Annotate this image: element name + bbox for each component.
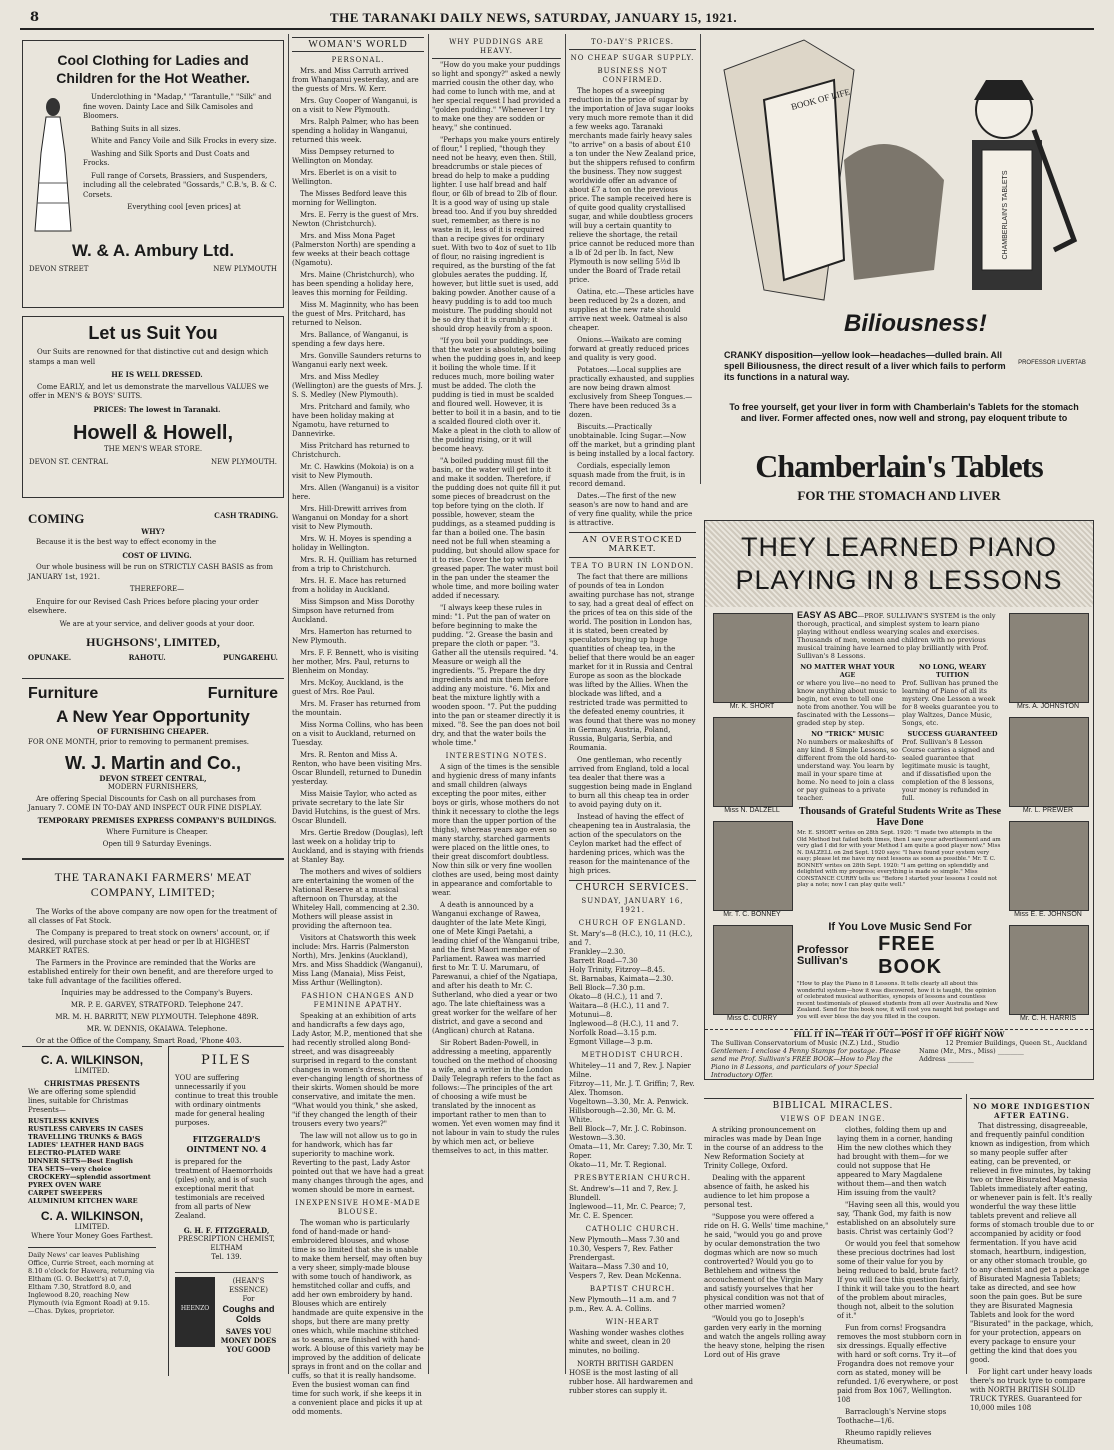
column-rule	[428, 34, 429, 1374]
coupon-heading: FILL IT IN—TEAR IT OUT—POST IT OFF RIGHT NOW	[793, 1030, 1005, 1039]
notes-para: Sir Robert Baden-Powell, in addressing a meeting, apparently touched on the method of choosing a wife, and a writer in the London Daily Telegraph refers to the fact as follows:—The principles of the art of choosing a wife must be translated by the innocent as important rather to men than to women. Yet even women may find it not labour in vain to study the rules by which men act, or believe themselves to act, in this matter.	[432, 1039, 561, 1155]
list-item: CROCKERY—splendid assortment	[28, 1173, 151, 1181]
list-item: DINNER SETS—Best English	[28, 1157, 133, 1165]
prices-para: Dates.—The first of the new season's are now to hand and are of very fine quality, while the price is attractive.	[569, 492, 693, 527]
list-item: TEA SETS—very choice	[28, 1165, 112, 1173]
ad-meat-headline: THE TARANAKI FARMERS' MEAT COMPANY, LIMITED;	[54, 870, 252, 899]
sugar-heading: NO CHEAP SUGAR SUPPLY.	[570, 54, 695, 62]
photo-caption: Mr. T. C. BONNEY	[723, 911, 781, 918]
article-biblical-miracles	[704, 1094, 962, 1446]
tea-heading: TEA TO BURN IN LONDON.	[570, 562, 695, 570]
coupon-org: The Sullivan Conservatorium of Music (N.Z.) Ltd., Studio	[711, 1039, 900, 1047]
photo-caption: Mrs. A. JOHNSTON	[1016, 703, 1080, 710]
ad-martin-sub: OF FURNISHING CHEAPER.	[97, 727, 209, 736]
biblical-col: A striking pronouncement on miracles was made by Dean Inge in the course of an address to the New Reformation Society at Trinity College, Oxford. Dealing with the apparent absence of faith, he asked his audience to let him propose a personal test. "Suppose you were offered a ride on H. G. Wells' time machine," he said, "would you go and prove by ocular demonstration the two dogmas which are now so much controverted? Would you go to Bethlehem and witness the accouchement of the Virgin Mary and satisfy yourselves that her physical condition was not that of other married women? "Would you go to Joseph's garden very early in the morning and watch the angels rolling away the heavy stone, helping the risen Lord out of His grave	[704, 1126, 829, 1359]
ad-hughsons-body: Because it is the best way to effect economy in the COST OF LIVING. Our whole business will be run on STRICTLY CASH BASIS as from JANUARY 1st, 1921. THEREFORE— Enquire for our Revised Cash Prices before placing your order elsewhere. We are at your service, and deliver goods at your door.	[28, 538, 274, 628]
freebook-block	[797, 921, 1003, 1020]
heenzo-line: SAVES YOU MONEY DOES YOU GOOD	[220, 1327, 277, 1354]
biliousness-headline: Biliousness!	[844, 310, 987, 337]
heenzo-sub: (HEAN'S ESSENCE)	[228, 1277, 268, 1294]
ad-wilkinson-firm2: C. A. WILKINSON,	[40, 1209, 144, 1223]
professor-caption: PROFESSOR LIVERTAB	[1018, 360, 1086, 366]
ad-hughsons-why: WHY?	[141, 527, 165, 536]
ad-piles	[168, 1046, 284, 1376]
church-section: CHURCH OF ENGLAND. St. Mary's—8 (H.C.), 10, 11 (H.C.), and 7. Frankley—2.30. Barrett Road—7.30 Holy Trinity, Fitzroy—8.45. St. Barnabas, Kaimata—2.30. Bell Block—7.30 p.m. Okato—8 (H.C.), 11 and 7. Waitara—8 (H.C.), 11 and 7. Motunui—8. Inglewood—8 (H.C.), 11 and 7. Norfolk Road—3.15 p.m. Egmont Village—3 p.m.	[569, 919, 693, 1046]
sullivan-headline: THEY LEARNED PIANO PLAYING IN 8 LESSONS	[735, 532, 1063, 595]
confirmed-heading: BUSINESS NOT CONFIRMED.	[597, 67, 668, 84]
prices-para: Oatina, etc.—These articles have been reduced by 2s a dozen, and supplies at the new rate should arrive next week. Oatmeal is also cheaper.	[569, 288, 694, 332]
photo-portrait	[1009, 925, 1089, 1015]
heenzo-for: For	[242, 1295, 255, 1303]
coupon-address-field[interactable]: Address ________	[919, 1055, 974, 1063]
ad-howell-firm: Howell & Howell,	[72, 422, 234, 444]
ad-wilkinson	[22, 1046, 162, 1376]
photo-portrait	[1009, 717, 1089, 807]
tea-para: One gentleman, who recently arrived from England, told a local tea dealer that there was a suggestion being made in England to burn all this cheap tea in order to avoid paying duty on it.	[569, 756, 693, 809]
puddings-para: "I always keep these rules in mind: "1. Put the pan of water on before beginning to make the pudding. "2. Grease the basin and prepare the cloth or paper. "3. Gather all the utensils required. "4. Measure or weigh all the ingredients. "5. Prepare the dry ingredients and mix them before adding any moisture. "6. Mix and beat the mixture lightly with a wooden spoon. "7. Put the pudding into the pan or steamer directly it is mixed. "8. See the pan does not boil dry, and that the water boils the whole time."	[432, 604, 561, 747]
ad-sullivan	[704, 520, 1094, 1080]
list-item: CARPET SWEEPERS	[28, 1189, 103, 1197]
church-section: CATHOLIC CHURCH. New Plymouth—Mass 7.30 and 10.30, Vespers 7, Rev. Father Prendergast. Waitara—Mass 7.30 and 10, Vespers 7, Rev. Dean McKenna.	[569, 1225, 682, 1280]
ad-martin-word: Furniture	[28, 685, 99, 702]
photo-caption: Mr. C. H. HARRIS	[1019, 1015, 1076, 1022]
ad-martin-firm: W. J. Martin and Co.,	[64, 753, 241, 773]
ad-hughsons-coming: COMING	[28, 511, 85, 526]
ad-martin-headline: A New Year Opportunity	[56, 707, 250, 726]
fashion-heading: FASHION CHANGES AND FEMININE APATHY.	[301, 992, 415, 1009]
list-item: ALUMINIUM KITCHEN WARE	[28, 1197, 138, 1205]
ad-piles-town: ELTHAM	[210, 1244, 243, 1252]
coupon-address: 12 Premier Buildings, Queen St., Auckland	[945, 1039, 1087, 1047]
ad-howell-address: DEVON ST. CENTRAL	[29, 458, 108, 466]
biblical-sub: VIEWS OF DEAN INGE.	[780, 1115, 886, 1123]
box-label: CHAMBERLAIN'S TABLETS	[1002, 170, 1009, 260]
list-item: LADIES' LEATHER HAND BAGS	[28, 1141, 144, 1149]
personal-notes: Mrs. and Miss Carruth arrived from Whanganui yesterday, and are the guests of Mrs. W. Kerr. Mrs. Guy Cooper of Wanganui, is on a visit to New Plymouth. Mrs. Ralph Palmer, who has been spending a holiday in Wanganui, returned this week. Miss Dempsey returned to Wellington on Monday. Mrs. Eberlet is on a visit to Wellington. The Misses Bedford leave this morning for Wellington. Mrs. E. Ferry is the guest of Mrs. Newton (Christchurch). Mrs. and Miss Mona Paget (Palmerston North) are spending a few weeks at their beach cottage (Ngamotu). Mrs. Maine (Christchurch), who has been spending a holiday here, leaves this morning for Feilding. Miss M. Maginnity, who has been the guest of Mrs. Pritchard, has returned to Nelson. Mrs. Ballance, of Wanganui, is spending a few days here. Mrs. Gonville Saunders returns to Wanganui early next week. Mrs. and Miss Medley (Wellington) are the guests of Mrs. J. S. S. Medley (New Plymouth). Mrs. Pritchard and family, who have been holiday making at Ngamotu, have returned to Dannevirke. Miss Pritchard has returned to Christchurch. Mr. C. Hawkins (Mokoia) is on a visit to New Plymouth. Mrs. Allen (Wanganui) is a visitor here. Mrs. Hill-Drewitt arrives from Wanganui on Monday for a short visit to New Plymouth. Mrs. W. H. Moyes is spending a holiday in Wellington. Mrs. R. H. Quilliam has returned from a trip to Christchurch. Mrs. H. E. Mace has returned from a holiday in Auckland. Miss Simpson and Miss Dorothy Simpson have returned from Auckland. Mrs. Hamerton has returned to New Plymouth. Mrs. F. F. Bennett, who is visiting her mother, Mrs. Paul, returns to Blenheim on Monday. Mrs. McKoy, Auckland, is the guest of Mrs. Roe Paul. Mrs. M. Fraser has returned from the mountain. Miss Norma Collins, who has been on a visit to Auckland, returned on Tuesday. Mrs. R. Renton and Miss A. Renton, who have been visiting Mrs. Oscar Blundell, returned to Dunedin yesterday. Miss Maisie Taylor, who acted as private secretary to the late Sir David Hutchins, is the guest of Mrs. Oscar Blundell. Mrs. Gertie Bredow (Douglas), left last week on a holiday trip to Auckland, and is staying with friends at Stanley Bay. The mothers and wives of soldiers are entertaining the women of the National Reserve at a musical afternoon on Thursday, at the Whiteley Hall, commencing at 2.30. Mothers will please assist in providing the afternoon tea. Visitors at Chatsworth this week include: Mrs. Harris (Palmerston North), Mrs. Jenkins (Auckland), Mrs. and Miss Shaddick (Wanganui), Miss Lang (Manaia), Miss Feist, Miss Arthur (Wellington).	[292, 67, 424, 987]
ad-indigestion	[970, 1094, 1094, 1412]
photo-portrait	[713, 821, 793, 911]
sullivan-body: EASY AS ABC—PROF. SULLIVAN'S SYSTEM is the only thorough, practical, and simplest system to learn piano playing without endless wearying scales and exercises. Thousands of men, women and children with no previous musical training have learned to play brilliantly with Prof. Sullivan's 8 Lessons. NO MATTER WHAT YOUR AGE or where you live—no need to know anything about music to begin, not even to tell one note from another. You will be fascinated with the Lessons—graded step by step. NO LONG, WEARY TUITION Prof. Sullivan has pruned the learning of Piano of all its mystery. One Lesson a week for 8 weeks guarantee you to play Waltzes, Dance Music, Songs, etc. NO "TRICK" MUSIC No numbers or makeshifts of any kind. 8 Simple Lessons, so different from the old hard-to-understand way. You learn by mail in your spare time at home. No need to join a class or pay guineas to a private teacher. SUCCESS GUARANTEED Prof. Sullivan's 8 Lesson Course carries a signed and sealed guarantee that legitimate music is taught, and if dissatisfied upon the completion of the 8 lessons, your money is refunded in full. Thousands of Grateful Students Write as These Have Done Mr. E. SHORT writes on 28th Sept. 1920: "I made two attempts in the Old Method but failed both times, then I saw your advertisement and am very glad I did for with your Method I am quite a good player now." Miss N. DALZELL on 2nd Sept. 1920 says: "I have found your system very easy; please let me have my next lessons as soon as possible." Mr. T. C. BONNEY writes on 28th Sept. 1920: "I am getting on splendidly and delighted with my progress; everything is made so simple." Miss CONSTANCE CURRY tells us: "Before I started your lessons I could not play a note; now I can play quite well."	[797, 610, 1002, 888]
coupon-name-field[interactable]: Name (Mr., Mrs., Miss) ________	[919, 1047, 1024, 1055]
ad-wilkinson-intro: We are offering some splendid lines, suitable for Christmas Presents—	[28, 1088, 136, 1114]
masthead-rule	[20, 28, 1094, 30]
ad-hughsons-town: OPUNAKE.	[28, 653, 72, 662]
masthead-title: THE TARANAKI DAILY NEWS, SATURDAY, JANUARY 15, 1921.	[330, 10, 738, 25]
photo-caption: Mr. K. SHORT	[729, 703, 775, 710]
puddings-para: "A boiled pudding must fill the basin, or the water will get into it and make it sodden. Therefore, if the pudding does not quite fill it put some pieces of breadcrust on the top before tying on the cloth. If possible, however, steam the puddings, as a steamed pudding is far than a boiled one. The basin need not be full when steaming a pudding, but should allow space for it to rise. Cover the top with greased paper. The water must boil in the pan under the steamer the whole time, and more boiling water added if necessary.	[432, 457, 561, 600]
ad-martin-line: FOR ONE MONTH, prior to removing to permanent premises.	[28, 738, 250, 746]
ad-wilkinson-heading: CHRISTMAS PRESENTS	[44, 1079, 140, 1088]
ad-martin-address: DEVON STREET CENTRAL,	[99, 774, 207, 783]
chamberlain-copy: CRANKY disposition—yellow look—headaches—dulled brain. All spell Biliousness, the direct result of a liver which fails to perform its functions in a natural way.	[724, 350, 1006, 382]
prices-heading: TO-DAY'S PRICES.	[569, 38, 696, 50]
ad-wilkinson-firm: C. A. WILKINSON,	[40, 1053, 144, 1067]
heenzo-brand: HEENZO	[180, 1305, 210, 1312]
garden-hose-notice: NORTH BRITISH GARDEN HOSE is the most lasting of all rubber hose. All hardwaremen and rubber stores can supply it.	[569, 1360, 694, 1395]
photo-caption: Miss E. E. JOHNSON	[1014, 911, 1082, 918]
indigestion-heading: NO MORE INDIGESTION AFTER EATING.	[970, 1098, 1094, 1120]
ad-piles-body: YOU are suffering unnecessarily if you continue to treat this trouble with ordinary ointments made for general healing purposes.	[175, 1074, 278, 1127]
prices-para: Potatoes.—Local supplies are practically exhausted, and supplies are now being drawn almost exclusively from Sheep Tongues.—There have been reduced 3s a dozen.	[569, 366, 695, 419]
column-puddings	[432, 34, 561, 1374]
ad-meat-company	[22, 858, 284, 1045]
ad-piles-chemist: G. H. F. FITZGERALD,	[183, 1226, 270, 1235]
column-rule	[966, 1094, 967, 1374]
ad-martin-trade: MODERN FURNISHERS,	[107, 783, 199, 791]
notes-para: A death is announced by a Wanganui exchange of Rawea, daughter of the late Mete Kingi, one of Mete Kingi Paetahi, a leading chief of the Wanganui tribe, and the first Maori member of Parliament. Rawea was married first to Mr. T. U. Marumaru, of Parewanui, a chief of the Ngatiapa, and after his death to Mr. C. Sutherland, who died a year or two ago. The late chieftainess was a great worker for the welfare of her district, and gave a second and (Anglican) church at Ratana.	[432, 901, 560, 1035]
church-section: METHODIST CHURCH. Whiteley—11 and 7, Rev. J. Napier Milne. Fitzroy—11, Mr. J. T. Griffin; 7, Rev. Alex. Thomson. Vogeltown—3.30, Mr. A. Penwick. Hillsborough—2.30, Mr. G. M. White. Bell Block—7, Mr. J. C. Robinson. Westown—3.30. Omata—11, Mr. Carey; 7.30, Mr. T. Roper. Okato—11, Mr. T. Regional.	[569, 1051, 695, 1169]
blouse-para: The woman who is particularly fond of hand-made or hand-embroidered blouses, and whose time is so limited that she is unable to make them herself, may often buy a very sheer, simply-made blouse with some touch of handiwork, as hemstitched collar and cuffs, and add her own embroidery by hand. Blouses which are entirely handmade are quite expensive in the shops, but there are many pretty ones which, while machine stitched as to seams, are finished with hand-work. A blouse of this variety may be improved by the addition of delicate sprays in front and on the collar and cuffs, so that it is really handsome. Even the busiest woman can find time for such work, if she keeps it in a convenient place and picks it up at odd moments.	[292, 1219, 424, 1416]
page-number: 8	[30, 10, 40, 25]
ad-piles-headline: PILES	[201, 1053, 252, 1068]
puddings-para: "How do you make your puddings so light and spongy?" asked a newly married cousin the other day, who had come to lunch with me, and at her special request I had provided a "golden pudding." "Whenever I try to make one they are sodden or heavy," she continued.	[432, 61, 561, 132]
blouse-heading: INEXPENSIVE HOME-MADE BLOUSE.	[295, 1199, 421, 1216]
ad-wilkinson-list	[28, 1117, 156, 1205]
car-service-notice: Daily News' car leaves Publishing Office, Currie Street, each morning at 8.10 o'clock for Hawera, returning via Eltham (G. O. Beckett's) at 7.0, Eltham 7.30, Stratford 8.0, and Inglewood 8.20, reaching New Plymouth (via Egmont Road) at 9.15.—Chas. Dykes, proprietor.	[28, 1247, 156, 1315]
prices-para: The hopes of a sweeping reduction in the price of sugar by the importation of Java sugar looks very much more remote than it did a few weeks ago. Taranaki merchants made fairly heavy sales "to arrive" on a basis of about £10 a ton under the New Zealand price, but the shippers refused to confirm the business. They now suggest worldwide offer an advance of about £7 a ton on the previous price. The sample received here is of quite good quality crystallised sugar, and while doubtless grocers will buy a certain quantity to relieve the shortage, the retail price cannot be reduced more than a lb of 2d per lb. In fact, New Plymouth is now selling 5½d lb under the Board of Trade retail price.	[569, 87, 696, 284]
photo-caption: Miss C. CURRY	[726, 1015, 778, 1022]
notes-para: A sign of the times is the sensible and hygienic dress of many infants and small children (always excepting the poor mites, either boys or girls, whose mothers do not think it necessary to clothe the legs more than the upper portion of the thighs), whereas years ago even so many starchy, starched garments were placed on the little ones, to their great discomfort doubtless. Now thin silk or very fine woollen clothes are used, being most dainty in appearance and comfortable to wear.	[432, 763, 560, 897]
chamberlain-illustration	[704, 40, 1094, 340]
freebook-word: FREE BOOK	[878, 933, 943, 978]
fashion-para: Speaking at an exhibition of arts and handicrafts a few days ago, Lady Astor, M.P., mentioned that she had recently strolled along Bond-street, and was disagreeably surprised in regard to the constant changes in women's dress, in the ever-changing length of shortness of their skirts. Women should be more conservative, and imitate the men. "What would you think," she asked, "if they changed the length of their trousers every two years?"	[292, 1012, 423, 1128]
chamberlain-brand-sub: FOR THE STOMACH AND LIVER	[797, 488, 1001, 503]
column-rule	[700, 34, 701, 484]
heenzo-headline: Coughs and Colds	[222, 1304, 275, 1324]
indigestion-body: That distressing, disagreeable, and frequently painful condition known as indigestion, from which so many people suffer after eating, can be prevented, or relieved in five minutes, by taking two or three Bisurated Magnesia Tablets immediately after eating, or whenever pain is felt. It's really wonderful the way these little tablets prevent and relieve all forms of stomach trouble due to or accompanied by acidity or food fermentation. If you have acid stomach, heartburn, indigestion, or any other stomach trouble, go to any chemist and get a package of Bisurated Magnesia Tablets; take as directed, and see how soon the pain goes. But be sure they are Bisurated Magnesia Tablets and look for the word "Bisurated" in the package, which, for your protection, appears on every package to ensure your getting the kind that does you good.	[970, 1122, 1094, 1364]
puddings-para: "Perhaps you make yours entirely of flour," I replied, "though they need not be heavy, even then. Still, breadcrumbs or stale pieces of bread do help to make a pudding lighter. I use half bread and half flour, or 6lb of bread to 2lb of flour. It is a good way of using up stale bread too. And if you buy shredded suet, remember, as there is no waste in it, less of it is required than a recipe gives for ordinary suet. With two to 4oz of suet to 1lb of flour, no raising ingredient is required, as the bursting of the fat globules aerates the pudding. If, however, but little suet is used, add baking powder. Another cause of a heavy pudding is to add too much moisture. The pudding should not be so dry that it is crumbly; it should drop heavily from a spoon.	[432, 136, 560, 333]
tea-para: The fact that there are millions of pounds of tea in London awaiting purchase has not, strange to say, had a great deal of effect on the prices of tea on this side of the world. The position in London has, it is stated, been created by speculators buying up huge quantities of cheap tea, in the belief that there would be an eager market for it in Russia and Central Europe as soon as the blockade was lifted by the Allies. When the blockade was lifted, and a restricted trade was permitted to the defeated enemy countries, it was found that there was no money in Germany, Austria, Poland, Russia, Bulgaria, Serbia, and Roumania.	[569, 573, 696, 752]
photo-portrait	[1009, 821, 1089, 911]
ad-martin-body: Are offering Special Discounts for Cash on all purchases from January 7. COME IN TO-DAY AND INSPECT OUR FINE DISPLAY. TEMPORARY PREMISES EXPRESS COMPANY'S BUILDINGS. Where Furniture is Cheaper. Open till 9 Saturday Evenings.	[28, 795, 277, 848]
ad-ambury-firm: W. & A. Ambury Ltd.	[71, 241, 235, 260]
prices-para: Biscuits.—Practically unobtainable. Icing Sugar.—Now off the market, but a grinding plant is being installed by a local factory.	[569, 423, 696, 458]
ad-martin	[22, 678, 284, 850]
puddings-para: "If you boil your puddings, see that the water is absolutely boiling when the pudding goes in, and keep it boiling the whole time. If it reduces much, more boiling water must be added. The cloth the pudding is tied in must be scalded and floured well. However, it is better to boil it in a basin, and to tie a scalded floured cloth over it. Make a pleat in the cloth to allow of the pudding rising, or it will become heavy.	[432, 337, 561, 453]
ad-ambury-street: DEVON STREET	[29, 265, 89, 273]
list-item: PYREX OVEN WARE	[28, 1181, 102, 1189]
ad-howell-town: NEW PLYMOUTH.	[211, 458, 277, 466]
ad-howell-headline: Let us Suit You	[88, 323, 218, 343]
personal-heading: PERSONAL.	[331, 56, 385, 64]
ad-piles-body2: is prepared for the treatment of Haemorrhoids (piles) only, and is of such exceptional merit that testimonials are received from all parts of New Zealand.	[175, 1158, 273, 1220]
love-music: If You Love Music Send For	[828, 921, 972, 933]
chamberlain-brand: Chamberlain's Tablets	[755, 448, 1043, 484]
church-date: SUNDAY, JANUARY 16, 1921.	[581, 897, 684, 914]
prices-para: Cordials, especially lemon squash made from the fruit, is in record demand.	[569, 462, 686, 488]
photo-caption: Mr. L. PREWER	[1022, 807, 1074, 814]
photo-portrait	[713, 613, 793, 703]
masthead	[20, 8, 1094, 28]
womans-world-heading: WOMAN'S WORLD	[292, 37, 424, 52]
heenzo-bottle	[175, 1277, 215, 1347]
interesting-heading: INTERESTING NOTES.	[445, 752, 548, 760]
fashion-para: The law will not allow us to go in for handwork, which has far superiority to machine work. Reverting to the past, Lady Astor pointed out that we have had a great many changes through the ages, and women should be more in earnest.	[292, 1132, 424, 1194]
ad-howell-tagline: THE MEN'S WEAR STORE.	[103, 445, 203, 453]
ad-ambury-headline: Cool Clothing for Ladies and Children for the Hot Weather.	[56, 52, 250, 86]
book-label: BOOK OF LIFE	[789, 86, 851, 112]
list-item: TRAVELLING TRUNKS & BAGS	[28, 1133, 143, 1141]
list-item: ELECTRO-PLATED WARE	[28, 1149, 121, 1157]
ad-martin-word: Furniture	[207, 685, 278, 702]
ad-hughsons	[22, 505, 284, 673]
church-section: BAPTIST CHURCH. New Plymouth—11 a.m. and 7 p.m., Rev. A. A. Collins.	[569, 1285, 677, 1313]
ad-piles-tel: Tel. 139.	[211, 1253, 242, 1261]
list-item: RUSTLESS CARVERS IN CASES	[28, 1125, 144, 1133]
biblical-heading: BIBLICAL MIRACLES.	[704, 1098, 962, 1111]
ad-howell	[22, 316, 284, 498]
photo-portrait	[1009, 613, 1089, 703]
ad-meat-body: The Works of the above company are now open for the treatment of all classes of Fat Stock. The Company is prepared to treat stock on owners' account, or, if desired, will purchase stock at per head or per lb at HIGHEST MARKET RATES. The Farmers in the Province are reminded that the Works are established entirely for their own benefit, and are therefore urged to take full advantage of the facilities offered. Inquiries may be addressed to the Company's Buyers. MR. P. E. GARVEY, STRATFORD. Telephone 247. MR. M. H. BARRITT, NEW PLYMOUTH. Telephone 489R. MR. W. DENNIS, OKAIAWA. Telephone. Or at the Office of the Company, Smart Road, 'Phone 403.	[28, 908, 277, 1045]
church-section: WIN-HEART Washing wonder washes clothes white and sweet, clean in 20 minutes, no boiling.	[569, 1318, 684, 1355]
ad-hughsons-cash: CASH TRADING.	[214, 511, 278, 520]
coupon[interactable]	[705, 1029, 1093, 1080]
photo-caption: Miss N. DALZELL	[724, 807, 780, 814]
ad-ambury	[22, 40, 284, 308]
list-item: RUSTLESS KNIVES	[28, 1117, 99, 1125]
prices-para: Onions.—Waikato are coming forward at greatly reduced prices and quality is very good.	[569, 336, 689, 362]
column-rule	[288, 34, 289, 1374]
lady-figure-icon	[29, 93, 77, 233]
chamberlain-copy2: To free yourself, get your liver in form with Chamberlain's Tablets for the stomach and liver. Former affected ones, now well and strong, pay eloquent tribute to	[729, 402, 1079, 423]
column-prices-church	[569, 34, 696, 1395]
prof-name: Professor Sullivan's	[797, 944, 849, 967]
column-rule	[565, 34, 566, 1374]
ad-piles-trade: PRESCRIPTION CHEMIST,	[178, 1235, 275, 1243]
ad-ambury-body: Underclothing in "Madap," "Tarantulle," "Silk" and fine woven. Dainty Lace and Silk Camisoles and Bloomers. Bathing Suits in all sizes. White and Fancy Voile and Silk Frocks in every size. Washing and Silk Sports and Dust Coats and Frocks. Full range of Corsets, Brassiers, and Suspenders, including all the celebrated "Gossards," C.B.'s, B. & C. Corsets. Everything cool [even prices] at	[83, 93, 277, 211]
ad-wilkinson-limited: LIMITED.	[74, 1067, 110, 1075]
photo-portrait	[713, 925, 793, 1015]
biblical-col: clothes, folding them up and laying them in a corner, handing Him the new clothes which they had brought with them—for we could not suppose that He appeared to Mary Magdalene without them—and then watch Him issuing from the vault? "Having seen all this, would you say, 'Thank God, my faith is now established on an absolutely sure basis. Christ was certainly God'? Or would you feel that somehow these precious doctrines had lost some of their value for you by being reduced to bald, brute fact? If you will face this question fairly, I think it will take you to the heart of the problem about miracles, though not, albeit to the solution of it." Fun from corns! Frogsandra removes the most stubborn corn in six dressings. Equally effective with hard or soft corns. Try it—of Frogandra does not remove your corn as stated, money will be refunded. 1/6 everywhere, or post paid from Box 1067, Wellington. 108 Barraclough's Nervine stops Toothache—1/6. Rheumo rapidly relieves Rheumatism.	[837, 1126, 962, 1446]
tyre-notice: For light cart under heavy loads there's no truck tyre to compare with NORTH BRITISH SOLID TRUCK TYRES. Guaranteed for 10,000 miles 108	[970, 1368, 1093, 1412]
column-womans-world	[292, 34, 424, 1416]
ad-howell-body: Our Suits are renowned for that distinctive cut and design which stamps a man well HE IS WELL DRESSED. Come EARLY, and let us demonstrate the marvellous VALUES we offer in MEN'S & BOYS' SUITS. PRICES: The lowest in Taranaki.	[29, 348, 269, 414]
church-section: PRESBYTERIAN CHURCH. St. Andrew's—11 and 7, Rev. J. Blundell. Inglewood—11, Mr. C. Pearce; 7, Mr. C. E. Spencer.	[569, 1174, 692, 1220]
ad-hughsons-firm: HUGHSONS', LIMITED,	[86, 635, 220, 649]
ad-wilkinson-limited2: LIMITED.	[74, 1223, 110, 1231]
ad-piles-product: FITZGERALD'S OINTMENT NO. 4	[186, 1134, 267, 1154]
coupon-text: Gentlemen: I enclose 4 Penny Stamps for postage. Please send me Prof. Sullivan's FREE BOOK—How to Play the Piano in 8 Lessons, and particulars of your Special Introductory Offer.	[711, 1047, 901, 1079]
ad-chamberlain	[704, 40, 1094, 510]
ad-hughsons-town: RAHOTU.	[128, 653, 166, 662]
ad-ambury-town: NEW PLYMOUTH	[213, 265, 277, 273]
ad-wilkinson-tagline: Where Your Money Goes Farthest.	[31, 1232, 153, 1240]
overstocked-heading: AN OVERSTOCKED MARKET.	[569, 532, 696, 558]
ad-hughsons-town: PUNGAREHU.	[223, 653, 278, 662]
photo-portrait	[713, 717, 793, 807]
puddings-heading: WHY PUDDINGS ARE HEAVY.	[432, 38, 561, 59]
tea-para: Instead of having the effect of cheapening tea in Australasia, the action of the speculators on the Ceylon market had the effect of hardening prices, which was the reason for the maintenance of the high prices.	[569, 813, 691, 875]
freebook-text: "How to play the Piano in 8 Lessons. It tells clearly all about this wonderful system—how it was discovered, how it is taught, the opinion of celebrated musical authorities, synopsis of lessons and countless recent testimonials of pleased students from all over Australia and New Zealand. Send for this book now, it will cost you naught but postage and you will ever bless the day you filled in the coupon.	[797, 981, 999, 1020]
church-heading: CHURCH SERVICES.	[569, 880, 696, 893]
